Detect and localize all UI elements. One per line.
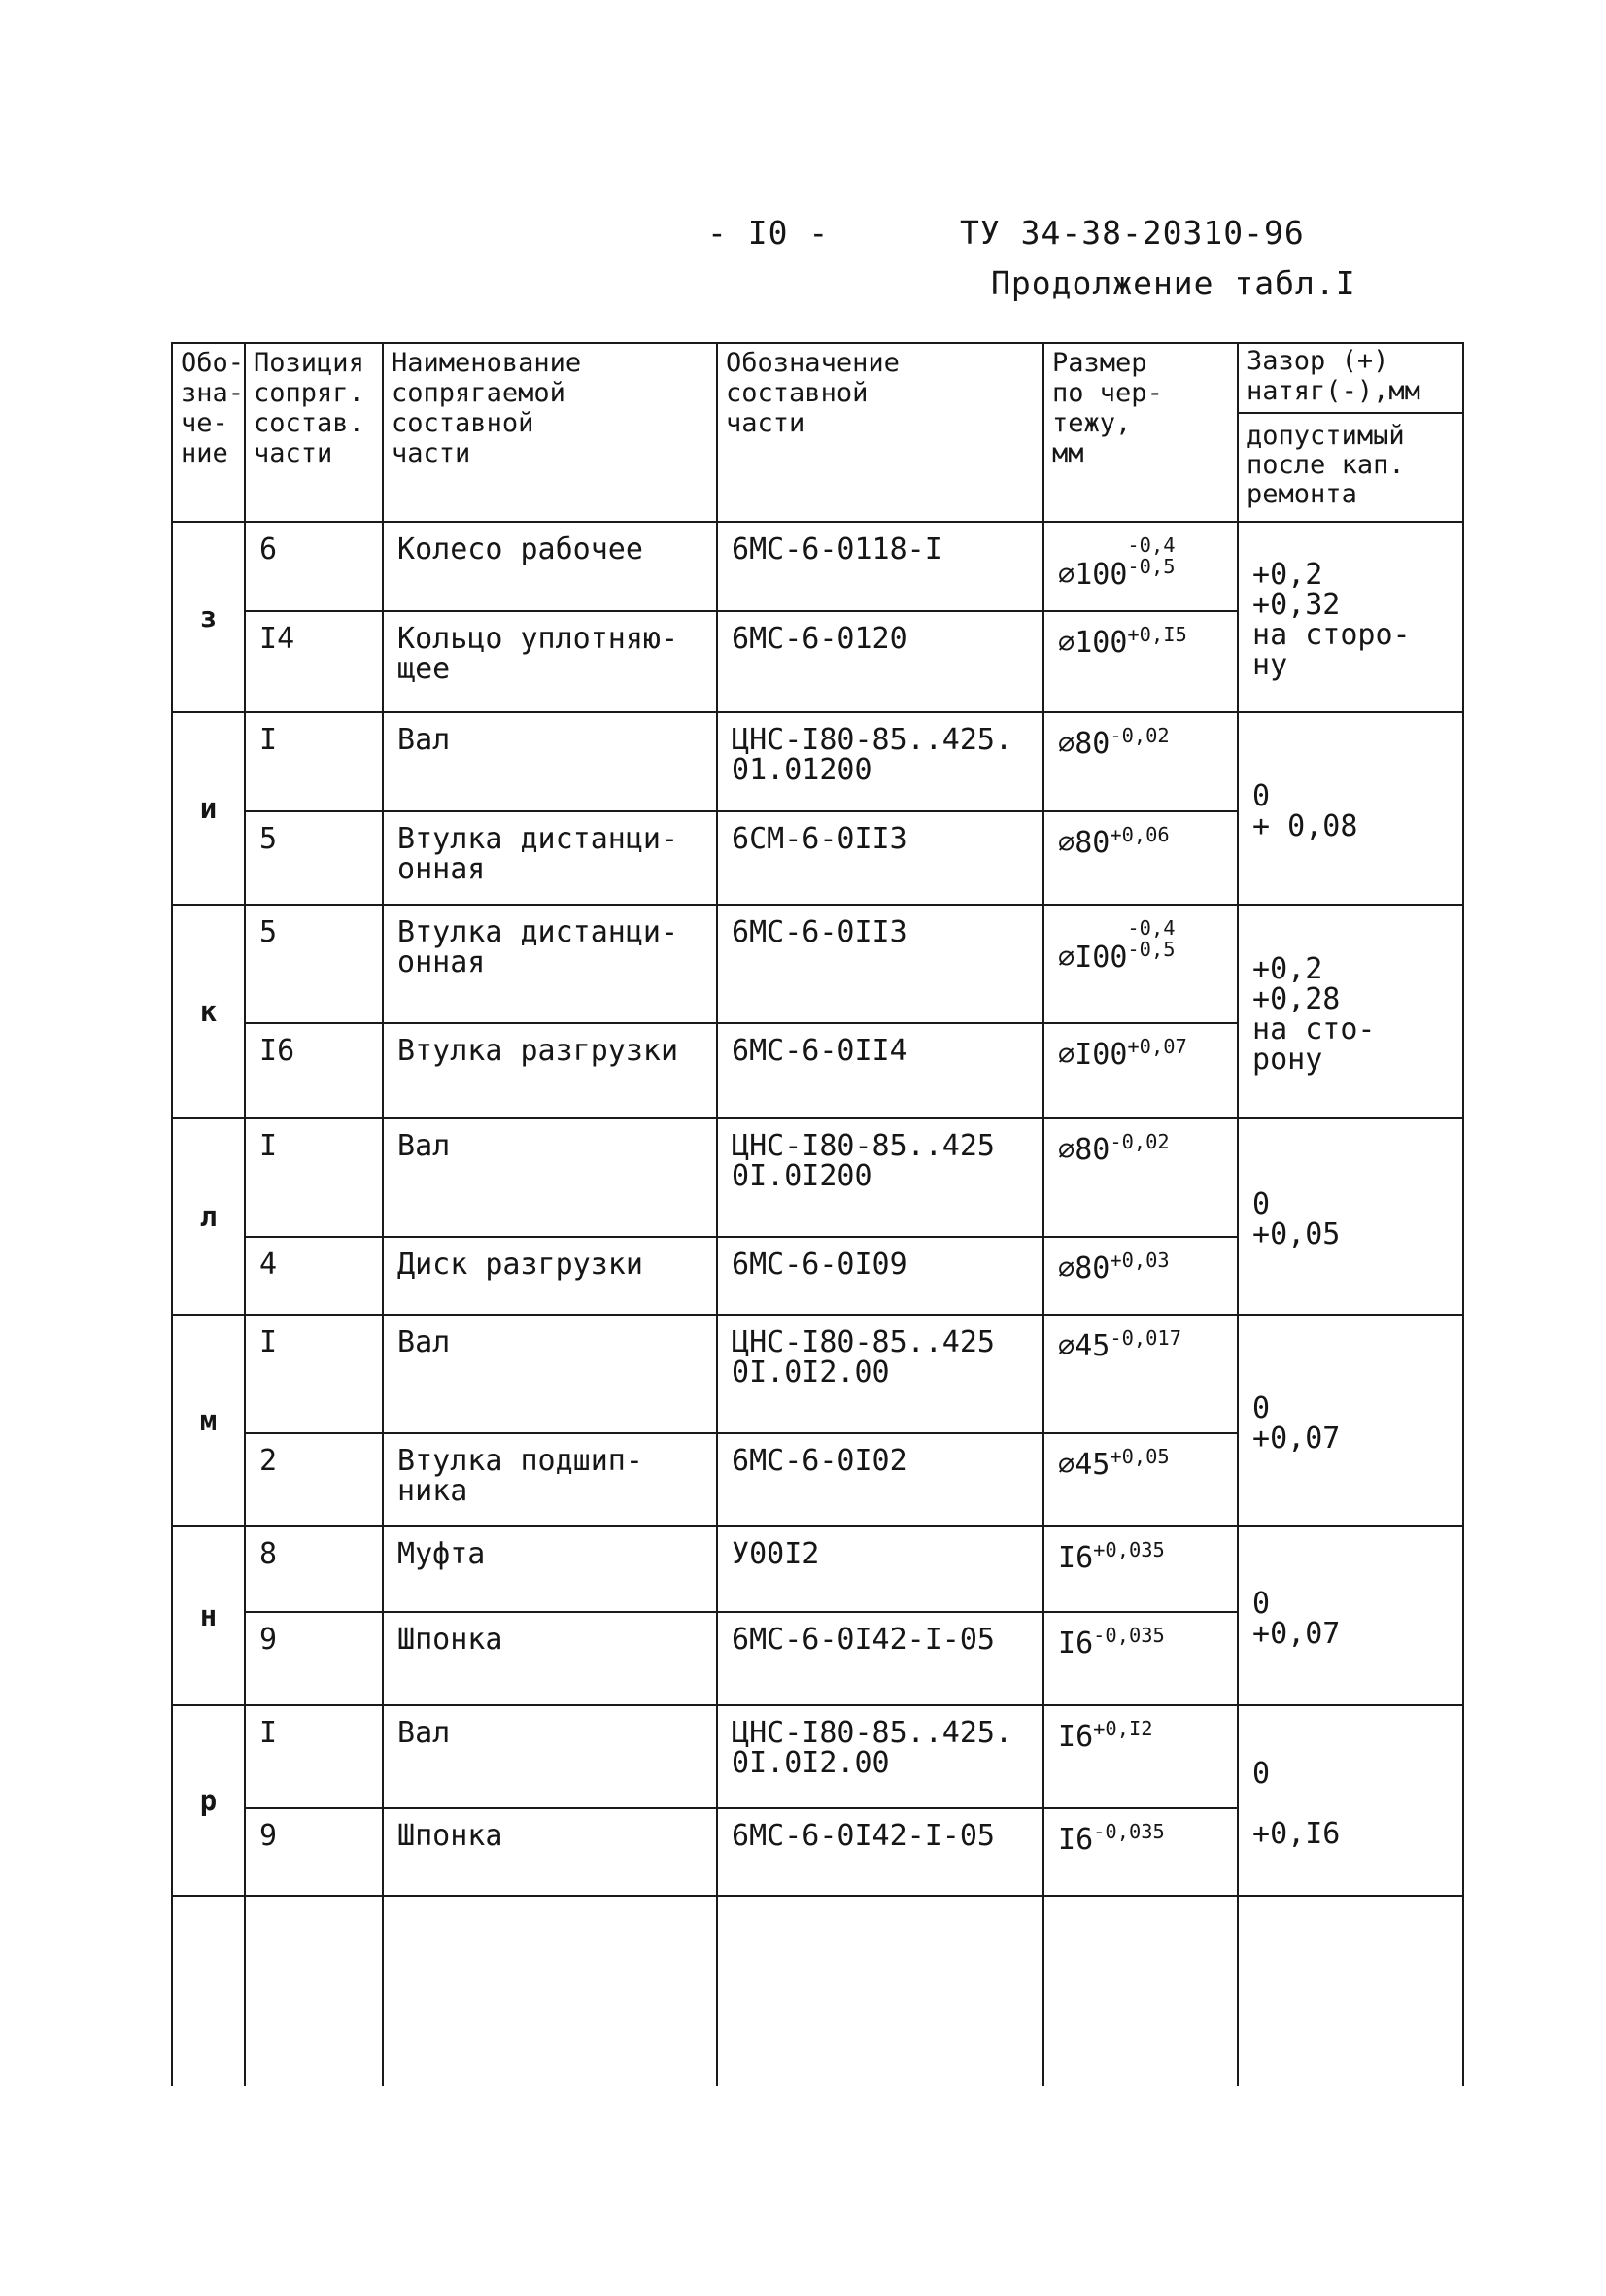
clearance-cell: 0 +0,07 bbox=[1238, 1526, 1463, 1705]
clearance-cell: 0 +0,I6 bbox=[1238, 1705, 1463, 1896]
size-base: 80 bbox=[1075, 727, 1111, 761]
size-base: 45 bbox=[1075, 1448, 1111, 1482]
diameter-icon: ⌀ bbox=[1058, 1252, 1076, 1285]
size-deviation: +0,I2 bbox=[1093, 1717, 1153, 1740]
size-cell bbox=[1043, 1433, 1238, 1526]
part-name-cell: Шпонка bbox=[383, 1612, 717, 1705]
group-designation: к bbox=[172, 905, 245, 1118]
empty-cell bbox=[717, 1896, 1043, 2086]
part-designation-cell: 6МС-6-0I02 bbox=[717, 1433, 1043, 1526]
part-name-cell: Вал bbox=[383, 1705, 717, 1808]
part-designation-cell: 6МС-6-0II4 bbox=[717, 1023, 1043, 1118]
position-cell: I bbox=[245, 1315, 383, 1433]
position-cell: 4 bbox=[245, 1237, 383, 1315]
position-cell: 9 bbox=[245, 1612, 383, 1705]
empty-cell bbox=[1238, 1896, 1463, 2086]
size-cell bbox=[1043, 1808, 1238, 1896]
col-header-size: Размер по чер- тежу, мм bbox=[1043, 343, 1238, 522]
size-deviation: +0,05 bbox=[1110, 1445, 1170, 1468]
position-cell: I bbox=[245, 712, 383, 811]
size-cell bbox=[1043, 1118, 1238, 1237]
size-deviation: +0,07 bbox=[1127, 1035, 1187, 1058]
col-header-clearance bbox=[1238, 343, 1463, 522]
diameter-icon: ⌀ bbox=[1058, 827, 1076, 859]
part-designation-cell: ЦНС-I80-85..425. 01.01200 bbox=[717, 712, 1043, 811]
size-deviation: -0,4 -0,5 bbox=[1127, 533, 1176, 578]
size-deviation: -0,4 -0,5 bbox=[1127, 916, 1176, 961]
table-row bbox=[172, 1315, 1463, 1433]
empty-cell bbox=[1043, 1896, 1238, 2086]
part-designation-cell: 6СМ-6-0II3 bbox=[717, 811, 1043, 905]
part-name-cell: Втулка дистанци- онная bbox=[383, 811, 717, 905]
position-cell: 5 bbox=[245, 811, 383, 905]
part-designation-cell: 6МС-6-0120 bbox=[717, 611, 1043, 712]
part-name-cell: Втулка разгрузки bbox=[383, 1023, 717, 1118]
col-header-clearance-main: Зазор (+) натяг(-),мм bbox=[1239, 344, 1462, 414]
size-base: 45 bbox=[1075, 1329, 1111, 1363]
size-cell bbox=[1043, 905, 1238, 1023]
part-name-cell: Вал bbox=[383, 1118, 717, 1237]
diameter-icon: ⌀ bbox=[1058, 1330, 1076, 1362]
empty-cell bbox=[383, 1896, 717, 2086]
position-cell: I6 bbox=[245, 1023, 383, 1118]
diameter-icon: ⌀ bbox=[1058, 1134, 1076, 1166]
table-row bbox=[172, 712, 1463, 811]
size-cell bbox=[1043, 712, 1238, 811]
size-base: 100 bbox=[1075, 558, 1128, 592]
part-designation-cell: ЦНС-I80-85..425 0I.0I2.00 bbox=[717, 1315, 1043, 1433]
size-base: I6 bbox=[1058, 1720, 1094, 1754]
size-deviation: +0,06 bbox=[1110, 823, 1170, 846]
size-deviation: -0,035 bbox=[1093, 1624, 1165, 1647]
col-header-part-designation: Обозначение составной части bbox=[717, 343, 1043, 522]
size-cell bbox=[1043, 1315, 1238, 1433]
position-cell: 5 bbox=[245, 905, 383, 1023]
size-base: 100 bbox=[1075, 626, 1128, 660]
part-name-cell: Шпонка bbox=[383, 1808, 717, 1896]
table-row bbox=[172, 905, 1463, 1023]
part-designation-cell: 6МС-6-0II3 bbox=[717, 905, 1043, 1023]
size-cell bbox=[1043, 1237, 1238, 1315]
group-designation: м bbox=[172, 1315, 245, 1526]
size-deviation: -0,02 bbox=[1110, 724, 1170, 747]
part-name-cell: Вал bbox=[383, 712, 717, 811]
size-base: I6 bbox=[1058, 1627, 1094, 1661]
col-header-clearance-sub: допустимый после кап. ремонта bbox=[1247, 421, 1405, 509]
part-designation-cell: 6МС-6-0I42-I-05 bbox=[717, 1612, 1043, 1705]
diameter-icon: ⌀ bbox=[1058, 559, 1076, 591]
size-base: I00 bbox=[1075, 1038, 1128, 1072]
position-cell: I4 bbox=[245, 611, 383, 712]
group-designation: и bbox=[172, 712, 245, 905]
part-name-cell: Кольцо уплотняю- щее bbox=[383, 611, 717, 712]
part-designation-cell: ЦНС-I80-85..425 0I.0I200 bbox=[717, 1118, 1043, 1237]
size-base: 80 bbox=[1075, 1133, 1111, 1167]
clearance-cell: +0,2 +0,28 на сто- рону bbox=[1238, 905, 1463, 1118]
part-name-cell: Вал bbox=[383, 1315, 717, 1433]
part-designation-cell: У00I2 bbox=[717, 1526, 1043, 1612]
empty-cell bbox=[245, 1896, 383, 2086]
table-row bbox=[172, 1118, 1463, 1237]
size-deviation: +0,035 bbox=[1093, 1538, 1165, 1561]
clearance-cell: 0 + 0,08 bbox=[1238, 712, 1463, 905]
group-designation: з bbox=[172, 522, 245, 712]
table-body bbox=[172, 343, 1463, 2086]
size-cell bbox=[1043, 1023, 1238, 1118]
position-cell: I bbox=[245, 1705, 383, 1808]
clearance-cell: 0 +0,05 bbox=[1238, 1118, 1463, 1315]
table-header-row bbox=[172, 343, 1463, 522]
part-designation-cell: ЦНС-I80-85..425. 0I.0I2.00 bbox=[717, 1705, 1043, 1808]
size-deviation: -0,035 bbox=[1093, 1820, 1165, 1843]
part-designation-cell: 6МС-6-0I42-I-05 bbox=[717, 1808, 1043, 1896]
col-header-position: Позиция сопряг. состав. части bbox=[245, 343, 383, 522]
size-cell bbox=[1043, 1526, 1238, 1612]
size-cell bbox=[1043, 611, 1238, 712]
diameter-icon: ⌀ bbox=[1058, 1039, 1076, 1071]
col-header-designation: Обо- зна- че- ние bbox=[172, 343, 245, 522]
size-deviation: -0,02 bbox=[1110, 1130, 1170, 1153]
part-designation-cell: 6МС-6-0I09 bbox=[717, 1237, 1043, 1315]
diameter-icon: ⌀ bbox=[1058, 1449, 1076, 1481]
size-cell bbox=[1043, 522, 1238, 611]
position-cell: 8 bbox=[245, 1526, 383, 1612]
part-designation-cell: 6МС-6-0118-I bbox=[717, 522, 1043, 611]
part-name-cell: Муфта bbox=[383, 1526, 717, 1612]
position-cell: I bbox=[245, 1118, 383, 1237]
clearance-cell: 0 +0,07 bbox=[1238, 1315, 1463, 1526]
part-name-cell: Втулка дистанци- онная bbox=[383, 905, 717, 1023]
group-designation: р bbox=[172, 1705, 245, 1896]
size-base: 80 bbox=[1075, 1251, 1111, 1285]
position-cell: 9 bbox=[245, 1808, 383, 1896]
size-base: I6 bbox=[1058, 1823, 1094, 1857]
size-deviation: +0,I5 bbox=[1127, 623, 1187, 646]
diameter-icon: ⌀ bbox=[1058, 942, 1076, 974]
size-base: 80 bbox=[1075, 826, 1111, 860]
part-name-cell: Диск разгрузки bbox=[383, 1237, 717, 1315]
table-row bbox=[172, 522, 1463, 611]
size-cell bbox=[1043, 1705, 1238, 1808]
table-row bbox=[172, 1526, 1463, 1612]
document-code: ТУ 34-38-20310-96 bbox=[960, 214, 1305, 252]
group-designation: л bbox=[172, 1118, 245, 1315]
fit-clearance-table bbox=[171, 342, 1464, 2086]
clearance-cell: +0,2 +0,32 на сторо- ну bbox=[1238, 522, 1463, 712]
empty-table-tail bbox=[172, 1896, 1463, 2086]
table-continuation-label: Продолжение табл.I bbox=[991, 264, 1356, 302]
size-base: I00 bbox=[1075, 941, 1128, 975]
part-name-cell: Втулка подшип- ника bbox=[383, 1433, 717, 1526]
size-cell bbox=[1043, 811, 1238, 905]
col-header-name: Наименование сопрягаемой составной части bbox=[383, 343, 717, 522]
diameter-icon: ⌀ bbox=[1058, 728, 1076, 760]
size-deviation: -0,017 bbox=[1110, 1326, 1181, 1350]
size-cell bbox=[1043, 1612, 1238, 1705]
size-deviation: +0,03 bbox=[1110, 1249, 1170, 1272]
diameter-icon: ⌀ bbox=[1058, 627, 1076, 659]
empty-cell bbox=[172, 1896, 245, 2086]
size-base: I6 bbox=[1058, 1541, 1094, 1575]
position-cell: 2 bbox=[245, 1433, 383, 1526]
table-row bbox=[172, 1705, 1463, 1808]
group-designation: н bbox=[172, 1526, 245, 1705]
page-number: - I0 - bbox=[707, 214, 830, 252]
position-cell: 6 bbox=[245, 522, 383, 611]
part-name-cell: Колесо рабочее bbox=[383, 522, 717, 611]
